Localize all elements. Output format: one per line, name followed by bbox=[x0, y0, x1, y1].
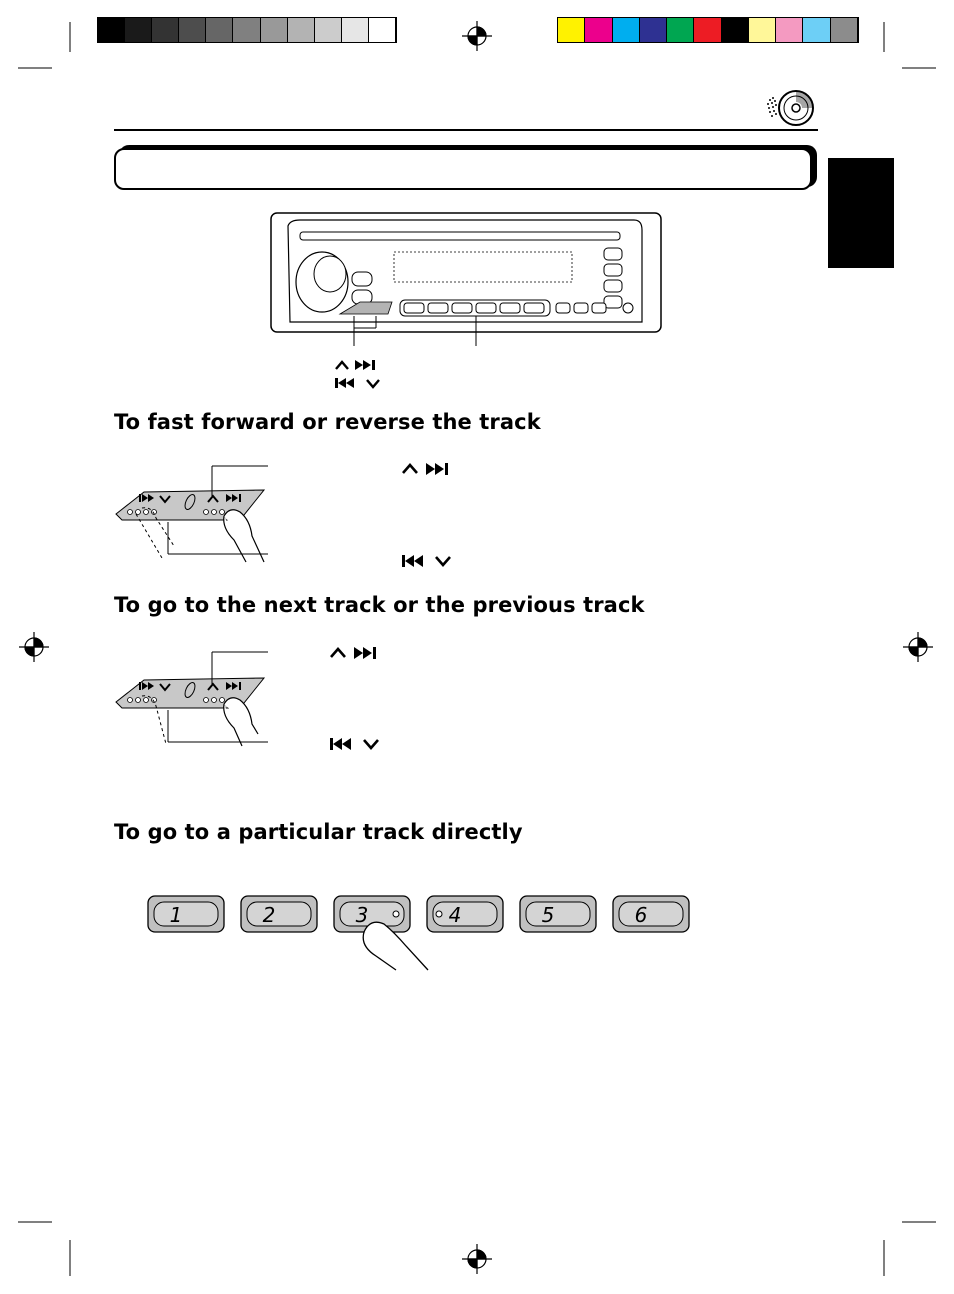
up-chevron-next-track-icon bbox=[400, 461, 456, 477]
cd-disc-icon bbox=[764, 88, 818, 128]
preset-button-6 bbox=[613, 896, 689, 932]
heading-fast-forward: To fast forward or reverse the track bbox=[114, 410, 541, 434]
color-swatch bbox=[803, 18, 830, 42]
up-chevron-next-track-icon bbox=[333, 358, 385, 372]
heading-particular-track: To go to a particular track directly bbox=[114, 820, 523, 844]
heading-next-previous: To go to the next track or the previous track bbox=[114, 593, 645, 617]
color-swatch bbox=[342, 18, 369, 42]
header-rule bbox=[114, 129, 818, 131]
color-swatch bbox=[315, 18, 342, 42]
preset-button-label: 6 bbox=[634, 903, 648, 927]
color-swatch bbox=[613, 18, 640, 42]
grayscale-color-bar bbox=[97, 17, 397, 43]
language-side-tab bbox=[828, 158, 894, 268]
skip-button-press-illustration-2 bbox=[112, 650, 272, 750]
color-swatch bbox=[233, 18, 260, 42]
section-title-box bbox=[114, 148, 812, 190]
registration-mark-left bbox=[19, 632, 49, 662]
preset-button-label: 4 bbox=[448, 903, 462, 927]
color-swatch bbox=[831, 18, 858, 42]
color-swatch bbox=[125, 18, 152, 42]
color-swatch bbox=[369, 18, 396, 42]
preset-button-2 bbox=[241, 896, 317, 932]
registration-mark-top bbox=[462, 21, 492, 51]
preset-button-label: 5 bbox=[541, 903, 555, 927]
color-swatch bbox=[694, 18, 721, 42]
color-swatch bbox=[206, 18, 233, 42]
preset-button-label: 2 bbox=[262, 903, 276, 927]
color-swatch bbox=[98, 18, 125, 42]
preset-button-4 bbox=[427, 896, 503, 932]
preset-button-5 bbox=[520, 896, 596, 932]
color-swatch bbox=[558, 18, 585, 42]
color-swatch bbox=[179, 18, 206, 42]
previous-track-down-chevron-icon bbox=[333, 376, 385, 390]
color-swatch bbox=[640, 18, 667, 42]
previous-track-down-chevron-icon bbox=[400, 553, 456, 569]
color-swatch bbox=[776, 18, 803, 42]
indicator-dot bbox=[436, 911, 442, 917]
registration-mark-right bbox=[903, 632, 933, 662]
registration-mark-bottom bbox=[462, 1244, 492, 1274]
preset-button-label: 3 bbox=[355, 903, 369, 927]
up-chevron-next-track-icon bbox=[328, 645, 384, 661]
preset-buttons-illustration bbox=[146, 894, 692, 974]
preset-button-1 bbox=[148, 896, 224, 932]
indicator-dot bbox=[393, 911, 399, 917]
car-stereo-faceplate-illustration bbox=[270, 212, 662, 392]
color-swatch bbox=[585, 18, 612, 42]
color-swatch bbox=[722, 18, 749, 42]
color-swatch bbox=[152, 18, 179, 42]
skip-button-press-illustration-1 bbox=[112, 462, 272, 566]
previous-track-down-chevron-icon bbox=[328, 736, 384, 752]
color-swatch bbox=[749, 18, 776, 42]
process-color-bar bbox=[557, 17, 859, 43]
preset-button-label: 1 bbox=[169, 903, 183, 927]
color-swatch bbox=[288, 18, 315, 42]
color-swatch bbox=[667, 18, 694, 42]
color-swatch bbox=[261, 18, 288, 42]
